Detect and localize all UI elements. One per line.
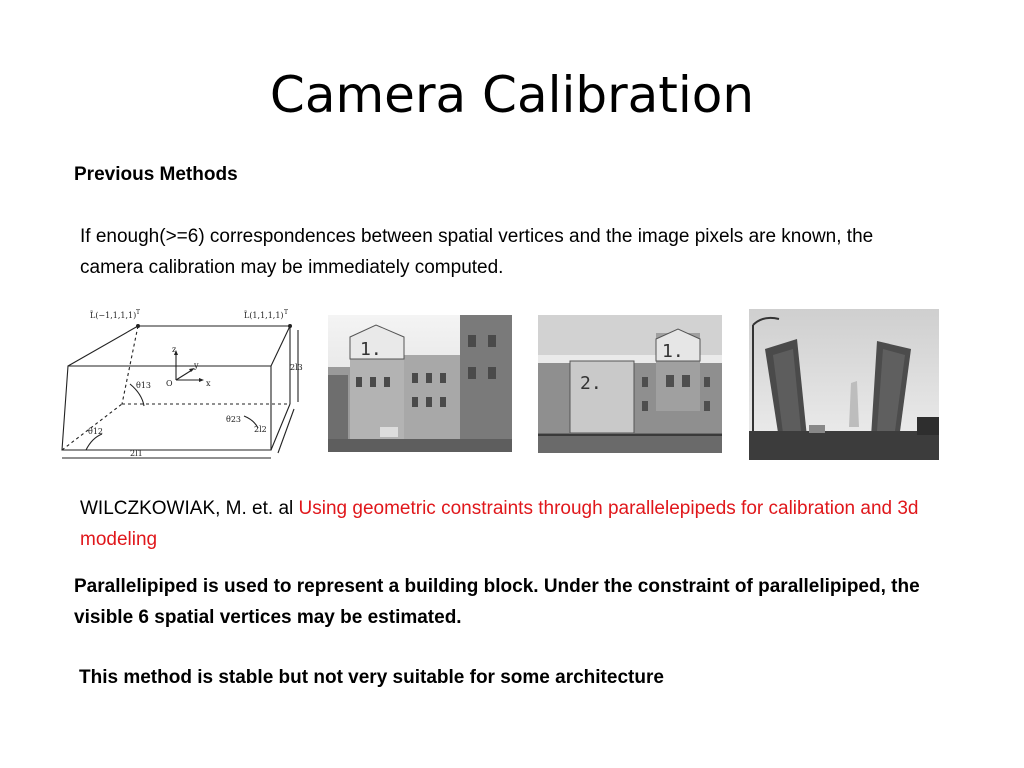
edge-l3-label: 2l3	[290, 363, 303, 372]
parallelepiped-paragraph: Parallelipiped is used to represent a building block. Under the constraint of parallelipiped, the visible 6 spatial vertices may be estimated.	[74, 576, 920, 628]
theta23-label: θ23	[226, 415, 241, 424]
origin-label: O	[166, 379, 173, 388]
slide-title: Camera Calibration	[269, 66, 755, 124]
citation-paper-title: Using geometric constraints through parallelepipeds for calibration and 3d modeling	[80, 498, 919, 550]
axis-z-label: z	[172, 345, 177, 354]
axis-x-label: x	[206, 379, 211, 388]
vertex-left-label: L̃(−1,1,1,1)	[90, 311, 137, 320]
edge-l2-label: 2l2	[254, 425, 267, 434]
kio-towers-photo	[749, 309, 939, 460]
vertex-right-sup: T	[284, 309, 289, 316]
intro-text: If enough(>=6) correspondences between spatial vertices and the image pixels are known, the camera calibration may be immediately computed.	[80, 226, 874, 278]
photo2-marker-1: 1.	[662, 341, 684, 362]
edge-l1-label: 2l1	[130, 449, 143, 458]
conclusion-text: This method is stable but not very suitable for some architecture	[79, 667, 664, 688]
theta13-label: θ13	[136, 381, 151, 390]
axis-y-label: y	[194, 361, 199, 370]
building-photo-1	[328, 315, 512, 452]
citation	[80, 493, 940, 555]
parallelepiped-diagram	[58, 308, 312, 464]
photo1-marker: 1.	[360, 339, 382, 360]
vertex-left-sup: T	[136, 309, 141, 316]
building-photo-2	[538, 315, 722, 453]
photo2-marker-2: 2.	[580, 373, 602, 394]
vertex-right-label: L̃(1,1,1,1)	[244, 311, 284, 320]
theta12-label: θ12	[88, 427, 103, 436]
section-heading: Previous Methods	[74, 164, 238, 185]
citation-authors: WILCZKOWIAK, M. et. al	[80, 498, 299, 519]
